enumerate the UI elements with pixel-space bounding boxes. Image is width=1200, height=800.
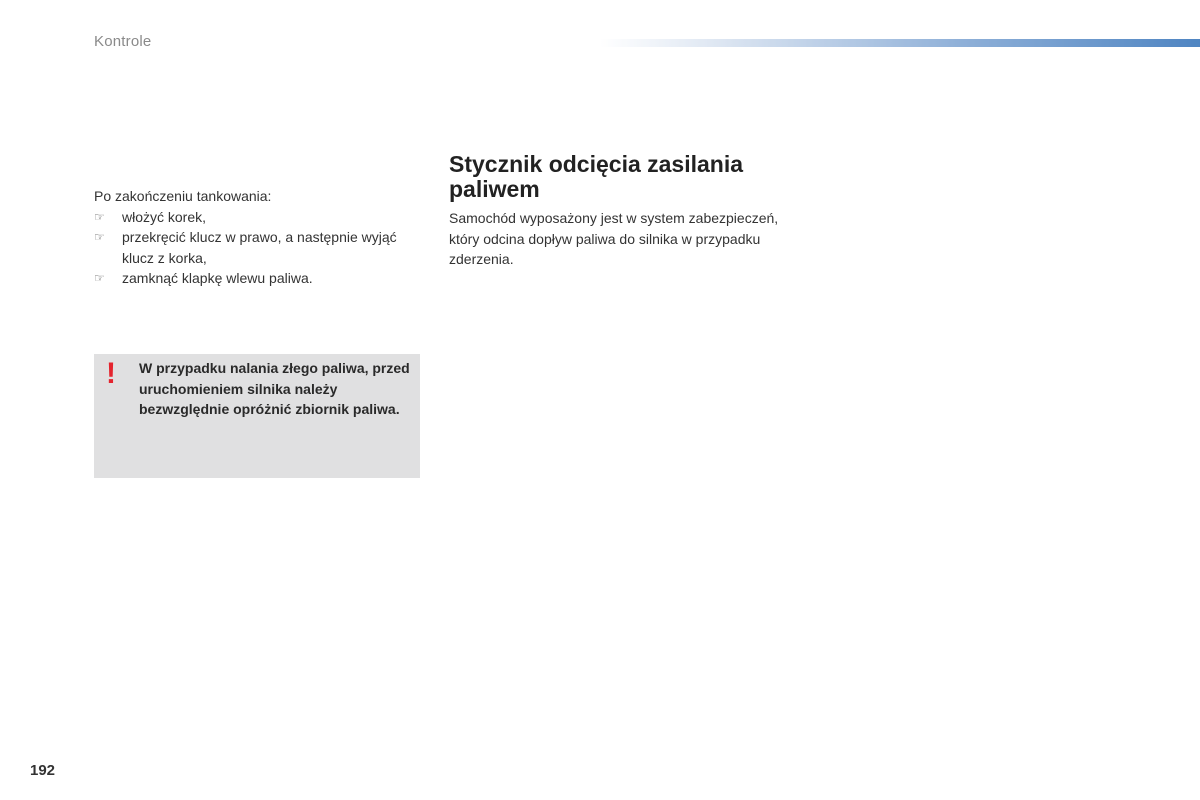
refuelling-instructions (94, 186, 414, 289)
section-heading: Stycznik odcięcia zasilania paliwem (449, 151, 744, 202)
step-text: przekręcić klucz w prawo, a następnie wyjąć klucz z korka, (122, 229, 397, 266)
pointing-hand-icon: ☞ (94, 271, 105, 285)
page-number: 192 (30, 762, 56, 779)
pointing-hand-icon: ☞ (94, 209, 105, 224)
step-text: zamknąć klapkę wlewu paliwa. (122, 270, 313, 286)
instructions-intro: Po zakończeniu tankowania: (94, 188, 272, 204)
exclamation-icon: ! (106, 357, 116, 390)
section-title: Kontrole (94, 33, 152, 50)
section-body: Samochód wyposażony jest w system zabezpieczeń, który odcina dopływ paliwa do silnika w przypadku zderzenia. (449, 210, 779, 267)
list-item (94, 227, 414, 268)
pointing-hand-icon: ☞ (94, 230, 105, 244)
step-text: włożyć korek, (122, 208, 207, 225)
list-item (94, 268, 414, 289)
warning-text: W przypadku nalania złego paliwa, przed uruchomieniem silnika należy bezwzględnie opróżnić zbiornik paliwa. (139, 360, 410, 417)
instruction-list (94, 207, 414, 289)
header-bar (600, 39, 1200, 47)
list-item (94, 207, 414, 228)
